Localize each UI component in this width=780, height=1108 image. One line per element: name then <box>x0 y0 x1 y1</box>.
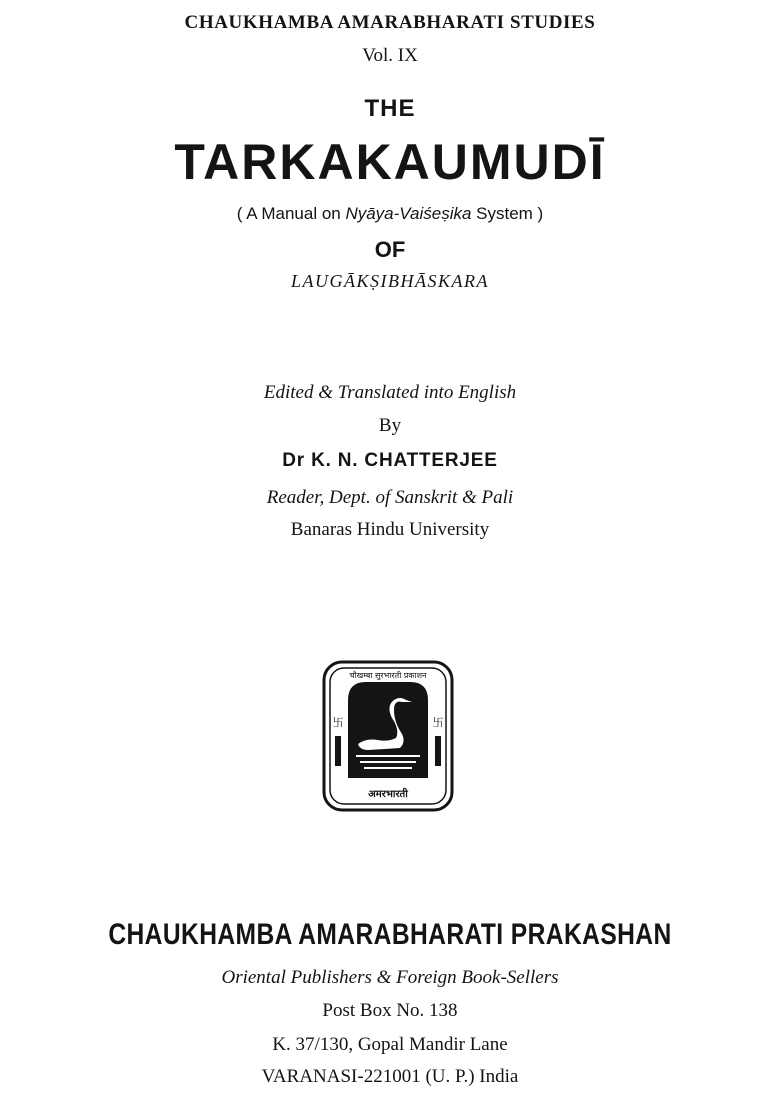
edited-translated-line: Edited & Translated into English <box>263 382 517 403</box>
word-by: By <box>378 415 402 436</box>
emblem-top-text: चौखम्बा सुरभारती प्रकाशन <box>349 671 427 680</box>
series-name: CHAUKHAMBA AMARABHARATI STUDIES <box>184 12 596 33</box>
subtitle-close: System ) <box>471 204 544 223</box>
publisher-name: CHAUKHAMBA AMARABHARATI PRAKASHAN <box>108 918 672 951</box>
editor-university: Banaras Hindu University <box>290 519 490 540</box>
word-of: OF <box>374 237 406 262</box>
author-name: LAUGĀKṢIBHĀSKARA <box>291 271 489 291</box>
subtitle-italic: Nyāya-Vaiśeṣika <box>345 204 472 223</box>
publisher-city: VARANASI-221001 (U. P.) India <box>261 1066 519 1087</box>
volume-number: Vol. IX <box>362 45 418 66</box>
book-subtitle <box>0 204 780 224</box>
swan-emblem-icon <box>322 660 454 812</box>
publisher-address: K. 37/130, Gopal Mandir Lane <box>272 1034 508 1055</box>
editor-position: Reader, Dept. of Sanskrit & Pali <box>266 487 514 508</box>
subtitle-open: ( A Manual on <box>236 204 346 223</box>
svg-text:卐: 卐 <box>432 716 444 729</box>
publisher-description: Oriental Publishers & Foreign Book-Sellers <box>221 967 559 988</box>
book-title: TARKAKAUMUDĪ <box>174 134 606 190</box>
svg-text:卐: 卐 <box>332 716 344 729</box>
article-the: THE <box>364 95 416 122</box>
emblem-bottom-text: अमरभारती <box>368 789 408 800</box>
publisher-postbox: Post Box No. 138 <box>322 1000 458 1021</box>
editor-name: Dr K. N. CHATTERJEE <box>282 450 498 471</box>
